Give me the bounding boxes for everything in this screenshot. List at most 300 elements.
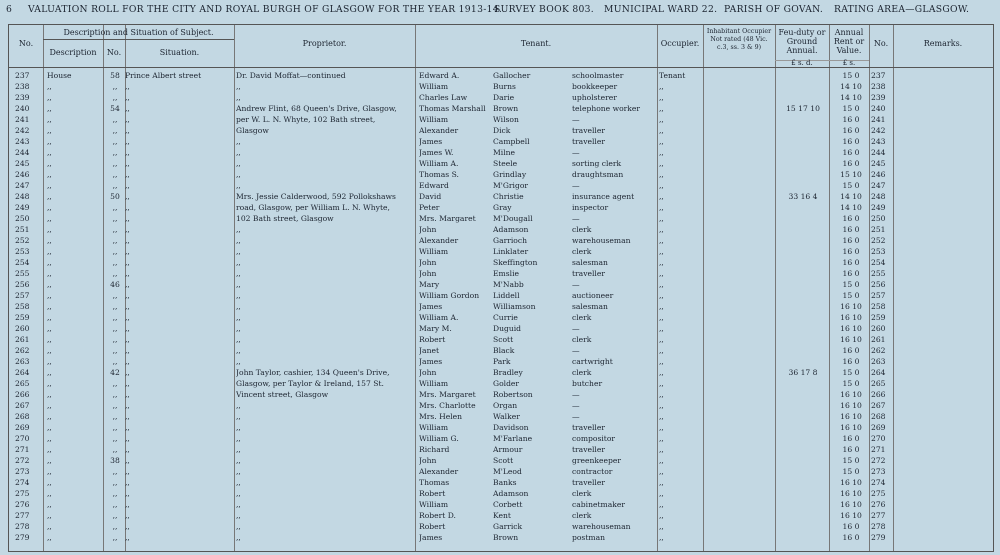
cell-sit: ,, <box>125 324 130 333</box>
cell-num: ,, <box>112 148 118 157</box>
table-row <box>9 444 993 455</box>
cell-no2: 251 <box>871 225 886 234</box>
cell-num: ,, <box>112 302 118 311</box>
cell-prop: Glasgow, per Taylor & Ireland, 157 St. <box>236 379 384 388</box>
cell-sit: ,, <box>125 225 130 234</box>
cell-rent: 16 0 <box>842 225 860 234</box>
cell-no: 271 <box>15 445 30 454</box>
cell-prop: Dr. David Moffat—continued <box>236 71 346 80</box>
cell-ts: Kent <box>493 511 511 520</box>
cell-no: 264 <box>15 368 30 377</box>
cell-no: 269 <box>15 423 30 432</box>
col-rent-header: Annual Rent or Value. <box>833 28 865 55</box>
cell-no: 275 <box>15 489 30 498</box>
cell-occ: ,, <box>659 258 664 267</box>
cell-to: — <box>572 346 580 355</box>
cell-occ: ,, <box>659 456 664 465</box>
table-row <box>9 202 993 213</box>
table-row <box>9 510 993 521</box>
cell-to: bookkeeper <box>572 82 618 91</box>
table-row <box>9 345 993 356</box>
cell-ts: Adamson <box>493 225 529 234</box>
cell-num: 54 <box>110 104 120 113</box>
table-row <box>9 268 993 279</box>
cell-ts: Scott <box>493 456 514 465</box>
col-description-header: Description <box>49 48 97 57</box>
cell-num: ,, <box>112 269 118 278</box>
col-num-header: No. <box>106 48 122 57</box>
cell-num: ,, <box>112 324 118 333</box>
cell-tf: Mrs. Helen <box>419 412 463 421</box>
cell-prop: ,, <box>236 401 241 410</box>
cell-prop: ,, <box>236 412 241 421</box>
cell-ts: M'Leod <box>493 467 522 476</box>
cell-prop: per W. L. N. Whyte, 102 Bath street, <box>236 115 376 124</box>
cell-prop: ,, <box>236 434 241 443</box>
cell-sit: ,, <box>125 181 130 190</box>
cell-sit: ,, <box>125 137 130 146</box>
cell-to: insurance agent <box>572 192 635 201</box>
cell-prop: ,, <box>236 82 241 91</box>
cell-occ: ,, <box>659 324 664 333</box>
cell-sit: ,, <box>125 467 130 476</box>
cell-rent: 16 10 <box>840 302 862 311</box>
cell-ts: Gallocher <box>493 71 531 80</box>
cell-ts: Garrick <box>493 522 523 531</box>
cell-desc: ,, <box>47 93 52 102</box>
cell-prop: ,, <box>236 302 241 311</box>
cell-rent: 16 0 <box>842 137 860 146</box>
cell-no2: 272 <box>871 456 886 465</box>
cell-occ: ,, <box>659 148 664 157</box>
cell-num: 46 <box>110 280 120 289</box>
cell-occ: ,, <box>659 533 664 542</box>
cell-occ: ,, <box>659 291 664 300</box>
table-row <box>9 114 993 125</box>
cell-prop: ,, <box>236 456 241 465</box>
cell-no: 243 <box>15 137 30 146</box>
col-desc-group-header: Description and Situation of Subject. <box>63 28 214 37</box>
cell-to: clerk <box>572 489 592 498</box>
cell-to: — <box>572 401 580 410</box>
cell-tf: Thomas S. <box>419 170 459 179</box>
cell-ts: Armour <box>493 445 523 454</box>
cell-rent: 16 0 <box>842 357 860 366</box>
cell-no: 249 <box>15 203 30 212</box>
cell-rent: 16 10 <box>840 478 862 487</box>
cell-num: ,, <box>112 533 118 542</box>
table-row <box>9 367 993 378</box>
cell-no2: 279 <box>871 533 886 542</box>
cell-sit: ,, <box>125 511 130 520</box>
cell-occ: ,, <box>659 93 664 102</box>
cell-num: ,, <box>112 137 118 146</box>
cell-occ: ,, <box>659 203 664 212</box>
cell-ts: Corbett <box>493 500 523 509</box>
cell-num: ,, <box>112 82 118 91</box>
cell-no: 242 <box>15 126 30 135</box>
cell-tf: Robert <box>419 335 446 344</box>
cell-desc: ,, <box>47 302 52 311</box>
cell-occ: ,, <box>659 181 664 190</box>
survey-book: SURVEY BOOK 803. <box>494 4 594 15</box>
cell-no2: 243 <box>871 137 886 146</box>
cell-desc: ,, <box>47 269 52 278</box>
cell-occ: ,, <box>659 247 664 256</box>
cell-desc: ,, <box>47 104 52 113</box>
table-row <box>9 477 993 488</box>
cell-occ: ,, <box>659 390 664 399</box>
cell-to: postman <box>572 533 606 542</box>
cell-tf: William <box>419 115 449 124</box>
cell-rent: 16 10 <box>840 489 862 498</box>
table-row <box>9 224 993 235</box>
cell-tf: Alexander <box>419 236 459 245</box>
cell-tf: William <box>419 500 449 509</box>
cell-to: compositor <box>572 434 616 443</box>
col-proprietor-header: Proprietor. <box>302 39 347 48</box>
cell-ts: Campbell <box>493 137 530 146</box>
cell-no: 279 <box>15 533 30 542</box>
cell-no: 252 <box>15 236 30 245</box>
cell-rent: 15 10 <box>840 170 862 179</box>
cell-sit: ,, <box>125 478 130 487</box>
cell-tf: Robert <box>419 489 446 498</box>
cell-prop: ,, <box>236 159 241 168</box>
cell-sit: ,, <box>125 126 130 135</box>
cell-no2: 261 <box>871 335 886 344</box>
cell-desc: ,, <box>47 313 52 322</box>
cell-ts: Banks <box>493 478 517 487</box>
cell-no2: 244 <box>871 148 886 157</box>
table-row <box>9 125 993 136</box>
cell-sit: ,, <box>125 533 130 542</box>
cell-prop: ,, <box>236 148 241 157</box>
cell-num: ,, <box>112 412 118 421</box>
cell-sit: ,, <box>125 456 130 465</box>
cell-occ: ,, <box>659 346 664 355</box>
cell-to: butcher <box>572 379 603 388</box>
cell-prop: ,, <box>236 522 241 531</box>
cell-no2: 252 <box>871 236 886 245</box>
cell-prop: ,, <box>236 324 241 333</box>
cell-prop: ,, <box>236 181 241 190</box>
cell-rent: 15 0 <box>842 291 860 300</box>
cell-sit: ,, <box>125 192 130 201</box>
cell-sit: ,, <box>125 346 130 355</box>
cell-rent: 16 10 <box>840 500 862 509</box>
cell-prop: ,, <box>236 236 241 245</box>
cell-num: ,, <box>112 357 118 366</box>
cell-no2: 266 <box>871 390 886 399</box>
cell-desc: ,, <box>47 291 52 300</box>
cell-no2: 238 <box>871 82 886 91</box>
cell-tf: James <box>419 302 443 311</box>
cell-tf: Alexander <box>419 467 459 476</box>
cell-desc: ,, <box>47 236 52 245</box>
table-row <box>9 312 993 323</box>
cell-num: ,, <box>112 489 118 498</box>
cell-no2: 267 <box>871 401 886 410</box>
cell-no: 278 <box>15 522 30 531</box>
cell-no: 270 <box>15 434 30 443</box>
cell-to: contractor <box>572 467 613 476</box>
cell-prop: ,, <box>236 478 241 487</box>
cell-to: traveller <box>572 269 605 278</box>
cell-no2: 274 <box>871 478 886 487</box>
cell-occ: ,, <box>659 368 664 377</box>
cell-sit: ,, <box>125 500 130 509</box>
cell-desc: ,, <box>47 203 52 212</box>
cell-occ: ,, <box>659 511 664 520</box>
table-row <box>9 235 993 246</box>
cell-sit: ,, <box>125 522 130 531</box>
cell-no: 241 <box>15 115 30 124</box>
col-remarks-header: Remarks. <box>923 39 963 48</box>
cell-num: 42 <box>110 368 120 377</box>
cell-occ: ,, <box>659 126 664 135</box>
cell-no: 253 <box>15 247 30 256</box>
cell-no2: 276 <box>871 500 886 509</box>
table-row <box>9 103 993 114</box>
cell-tf: Robert <box>419 522 446 531</box>
cell-sit: ,, <box>125 313 130 322</box>
cell-num: ,, <box>112 467 118 476</box>
cell-occ: ,, <box>659 478 664 487</box>
col-inhabitant-header: Inhabitant Occupier Not rated (48 Vic. c.3, ss. 3 & 9) <box>706 28 772 51</box>
cell-num: ,, <box>112 247 118 256</box>
cell-no2: 248 <box>871 192 886 201</box>
cell-desc: ,, <box>47 346 52 355</box>
cell-num: ,, <box>112 181 118 190</box>
cell-tf: John <box>419 368 437 377</box>
cell-to: — <box>572 214 580 223</box>
cell-sit: ,, <box>125 82 130 91</box>
cell-rent: 15 0 <box>842 379 860 388</box>
cell-occ: ,, <box>659 302 664 311</box>
cell-prop: road, Glasgow, per William L. N. Whyte, <box>236 203 390 212</box>
cell-num: ,, <box>112 401 118 410</box>
cell-rent: 16 10 <box>840 401 862 410</box>
roll-title: VALUATION ROLL FOR THE CITY AND ROYAL BURGH OF GLASGOW FOR THE YEAR 1913-14. <box>28 4 503 15</box>
valuation-table <box>8 24 994 552</box>
cell-tf: Thomas Marshall <box>419 104 486 113</box>
cell-ts: Currie <box>493 313 518 322</box>
cell-desc: ,, <box>47 335 52 344</box>
cell-ts: Williamson <box>493 302 536 311</box>
cell-tf: James <box>419 533 443 542</box>
cell-prop: John Taylor, cashier, 134 Queen's Drive, <box>236 368 390 377</box>
cell-sit: ,, <box>125 412 130 421</box>
cell-no2: 254 <box>871 258 886 267</box>
cell-ts: Golder <box>493 379 520 388</box>
cell-no2: 257 <box>871 291 886 300</box>
table-row <box>9 334 993 345</box>
table-row <box>9 488 993 499</box>
cell-rent: 14 10 <box>840 203 862 212</box>
cell-desc: ,, <box>47 533 52 542</box>
cell-num: ,, <box>112 313 118 322</box>
table-row <box>9 169 993 180</box>
cell-occ: ,, <box>659 236 664 245</box>
cell-desc: ,, <box>47 214 52 223</box>
cell-num: ,, <box>112 159 118 168</box>
cell-num: ,, <box>112 522 118 531</box>
cell-rent: 15 0 <box>842 368 860 377</box>
cell-desc: ,, <box>47 511 52 520</box>
cell-to: salesman <box>572 302 608 311</box>
cell-desc: ,, <box>47 280 52 289</box>
cell-no: 245 <box>15 159 30 168</box>
table-row <box>9 411 993 422</box>
cell-rent: 14 10 <box>840 82 862 91</box>
cell-no: 248 <box>15 192 30 201</box>
col-occupier-header: Occupier. <box>660 39 700 48</box>
cell-occ: ,, <box>659 379 664 388</box>
table-row <box>9 213 993 224</box>
col-feu-units: £ s. d. <box>791 59 813 67</box>
cell-tf: John <box>419 258 437 267</box>
cell-sit: ,, <box>125 368 130 377</box>
cell-sit: ,, <box>125 214 130 223</box>
cell-sit: ,, <box>125 357 130 366</box>
cell-num: ,, <box>112 445 118 454</box>
cell-sit: ,, <box>125 258 130 267</box>
cell-sit: ,, <box>125 302 130 311</box>
cell-no: 247 <box>15 181 30 190</box>
cell-tf: William <box>419 379 449 388</box>
cell-rent: 15 0 <box>842 104 860 113</box>
cell-desc: ,, <box>47 390 52 399</box>
cell-tf: William <box>419 423 449 432</box>
cell-no2: 250 <box>871 214 886 223</box>
cell-no: 254 <box>15 258 30 267</box>
cell-rent: 16 0 <box>842 258 860 267</box>
table-row <box>9 290 993 301</box>
cell-tf: Mary M. <box>419 324 452 333</box>
cell-ts: Milne <box>493 148 516 157</box>
col-tenant-header: Tenant. <box>520 39 552 48</box>
cell-no: 256 <box>15 280 30 289</box>
cell-no: 272 <box>15 456 30 465</box>
cell-occ: ,, <box>659 280 664 289</box>
cell-prop: Glasgow <box>236 126 269 135</box>
cell-to: upholsterer <box>572 93 617 102</box>
cell-occ: ,, <box>659 269 664 278</box>
cell-no: 244 <box>15 148 30 157</box>
cell-rent: 16 0 <box>842 533 860 542</box>
cell-sit: ,, <box>125 236 130 245</box>
cell-ts: Gray <box>493 203 512 212</box>
cell-ts: Garrioch <box>493 236 527 245</box>
municipal-ward: MUNICIPAL WARD 22. <box>604 4 718 15</box>
cell-tf: David <box>419 192 442 201</box>
table-row <box>9 301 993 312</box>
cell-no2: 259 <box>871 313 886 322</box>
cell-ts: Steele <box>493 159 518 168</box>
cell-no: 268 <box>15 412 30 421</box>
cell-prop: ,, <box>236 357 241 366</box>
table-row <box>9 147 993 158</box>
cell-tf: Edward A. <box>419 71 460 80</box>
cell-sit: ,, <box>125 401 130 410</box>
table-row <box>9 433 993 444</box>
cell-no: 250 <box>15 214 30 223</box>
cell-desc: House <box>47 71 72 80</box>
cell-ts: M'Grigor <box>493 181 529 190</box>
cell-prop: ,, <box>236 335 241 344</box>
cell-to: — <box>572 181 580 190</box>
cell-rent: 16 0 <box>842 159 860 168</box>
cell-desc: ,, <box>47 192 52 201</box>
cell-sit: ,, <box>125 269 130 278</box>
cell-rent: 15 0 <box>842 181 860 190</box>
cell-ts: Brown <box>493 104 519 113</box>
cell-desc: ,, <box>47 247 52 256</box>
table-row <box>9 191 993 202</box>
cell-no: 262 <box>15 346 30 355</box>
cell-to: telephone worker <box>572 104 641 113</box>
cell-tf: Mary <box>419 280 440 289</box>
cell-prop: ,, <box>236 258 241 267</box>
cell-no2: 271 <box>871 445 886 454</box>
cell-occ: ,, <box>659 82 664 91</box>
cell-rent: 16 0 <box>842 522 860 531</box>
cell-desc: ,, <box>47 357 52 366</box>
cell-sit: ,, <box>125 170 130 179</box>
cell-no: 263 <box>15 357 30 366</box>
cell-no2: 245 <box>871 159 886 168</box>
cell-tf: John <box>419 225 437 234</box>
cell-desc: ,, <box>47 456 52 465</box>
cell-tf: Mrs. Margaret <box>419 214 476 223</box>
cell-occ: ,, <box>659 137 664 146</box>
cell-no2: 258 <box>871 302 886 311</box>
cell-rent: 16 10 <box>840 335 862 344</box>
col-rent-units: £ s. <box>842 59 856 67</box>
cell-rent: 16 0 <box>842 346 860 355</box>
cell-no: 260 <box>15 324 30 333</box>
cell-to: warehouseman <box>572 522 631 531</box>
cell-num: ,, <box>112 379 118 388</box>
cell-sit: ,, <box>125 423 130 432</box>
cell-prop: ,, <box>236 533 241 542</box>
cell-rent: 16 0 <box>842 445 860 454</box>
cell-tf: Charles Law <box>419 93 468 102</box>
cell-no2: 263 <box>871 357 886 366</box>
cell-prop: ,, <box>236 346 241 355</box>
cell-tf: Alexander <box>419 126 459 135</box>
cell-occ: ,, <box>659 335 664 344</box>
cell-sit: ,, <box>125 115 130 124</box>
cell-num: ,, <box>112 478 118 487</box>
table-row <box>9 389 993 400</box>
cell-to: salesman <box>572 258 608 267</box>
cell-to: traveller <box>572 126 605 135</box>
cell-occ: ,, <box>659 115 664 124</box>
cell-num: ,, <box>112 214 118 223</box>
cell-to: traveller <box>572 137 605 146</box>
cell-occ: Tenant <box>659 71 686 80</box>
cell-occ: ,, <box>659 423 664 432</box>
cell-desc: ,, <box>47 126 52 135</box>
cell-desc: ,, <box>47 401 52 410</box>
cell-no: 265 <box>15 379 30 388</box>
cell-sit: ,, <box>125 159 130 168</box>
cell-no2: 278 <box>871 522 886 531</box>
cell-rent: 16 0 <box>842 434 860 443</box>
cell-rent: 16 10 <box>840 423 862 432</box>
